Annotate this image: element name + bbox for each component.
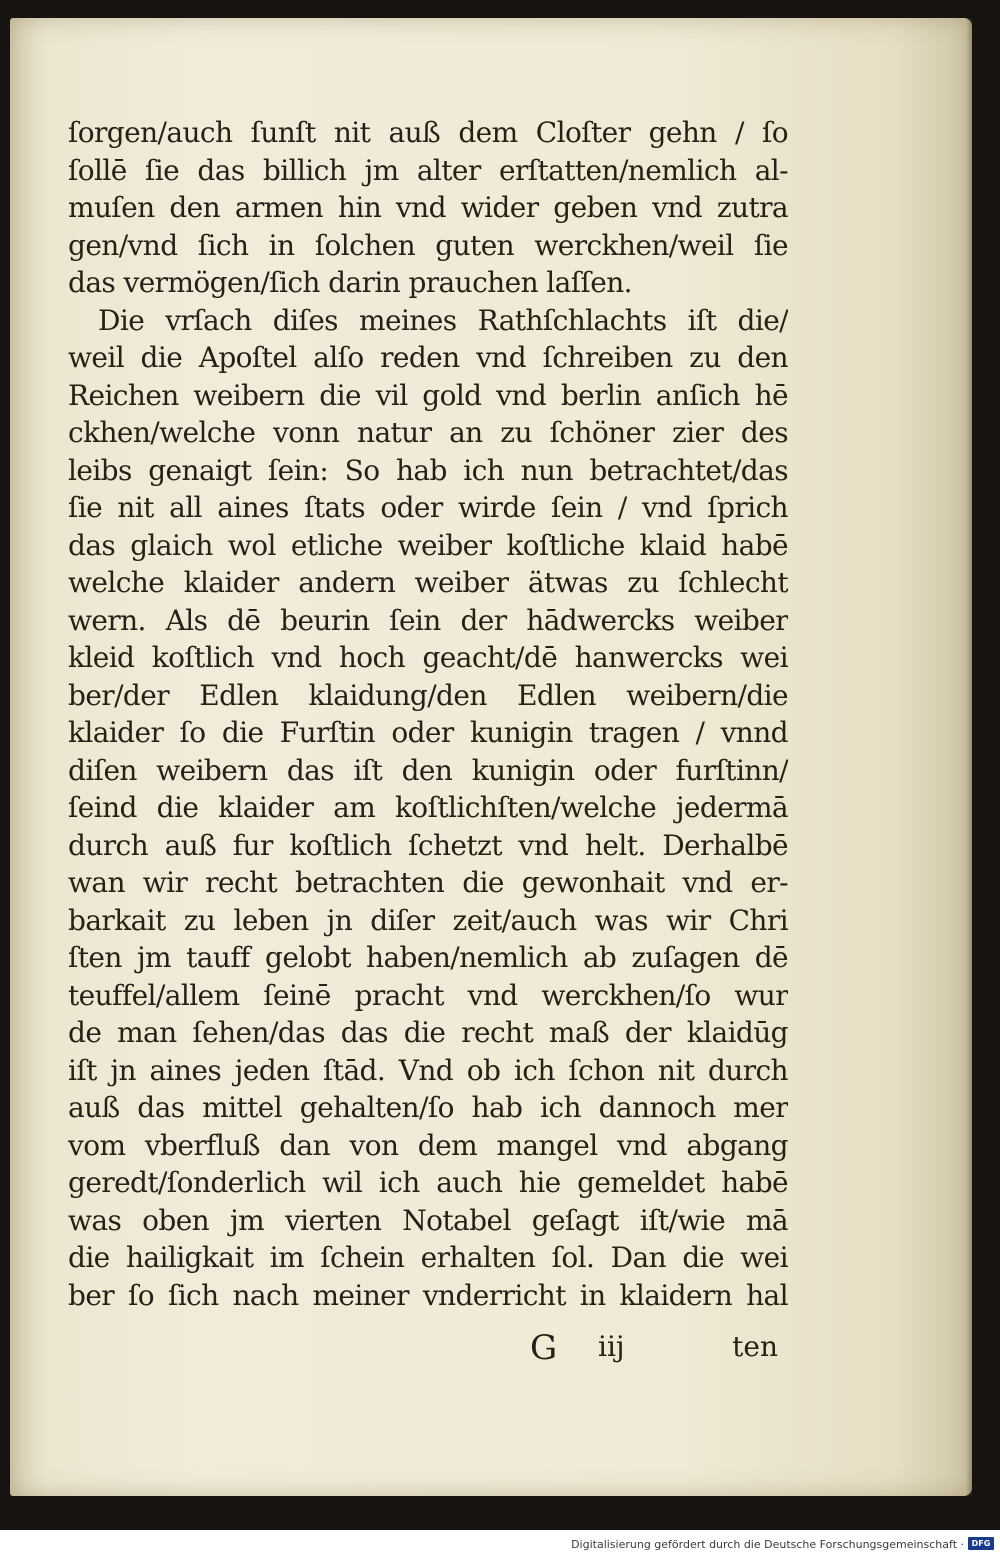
text-line: welche klaider andern weiber ätwas zu ſchlecht [68,566,788,599]
text-line: ber ſo ſich nach meiner vnderricht in klaidern hal [68,1278,788,1312]
text-line: de man ſehen/das das die recht maß der klaidūg [68,1016,788,1049]
signature-number: iij [598,1330,625,1363]
text-line: iſt jn aines jeden ſtād. Vnd ob ich ſchon nit durch [68,1053,788,1087]
catchword: ten [732,1330,778,1363]
book-page [10,18,972,1496]
text-line: was oben jm vierten Notabel geſagt iſt/wie mā [68,1203,788,1237]
text-line: ſten jm tauff gelobt haben/nemlich ab zuſagen dē [68,941,788,974]
page-footer-line [68,1328,788,1368]
text-line: ckhen/welche vonn natur an zu ſchöner zier des [68,416,788,449]
text-line: ſeind die klaider am koſtlichſten/welche jedermā [68,791,788,824]
text-block [68,114,788,1314]
text-line: auß das mittel gehalten/ſo hab ich dannoch mer [68,1091,788,1124]
text-line: diſen weibern das iſt den kunigin oder furſtinn/ [68,753,788,787]
text-line: kleid koſtlich vnd hoch geacht/dē hanwercks wei [68,641,788,674]
page-edge [966,18,972,1496]
text-line: vom vberfluß dan von dem mangel vnd abgang [68,1128,788,1162]
text-line: durch auß fur koſtlich ſchetzt vnd helt. Derhalbē [68,828,788,862]
funding-note: Digitalisierung gefördert durch die Deutsche Forschungsgemeinschaft · [571,1538,964,1551]
text-line: geredt/ſonderlich wil ich auch hie gemeldet habē [68,1166,788,1199]
text-line: muſen den armen hin vnd wider geben vnd zutra [68,191,788,224]
text-line: teuffel/allem ſeinē pracht vnd werckhen/ſo wur [68,978,788,1012]
signature-mark: G [530,1328,558,1368]
dfg-logo-icon: DFG [968,1537,994,1550]
text-line: wern. Als dē beurin ſein der hādwercks weiber [68,603,788,637]
text-line: ber/der Edlen klaidung/den Edlen weibern/die [68,678,788,712]
text-line: die hailigkait im ſchein erhalten ſol. Dan die wei [68,1241,788,1274]
text-line: ſie nit all aines ſtats oder wirde ſein / vnd ſprich [68,491,788,524]
text-line: barkait zu leben jn diſer zeit/auch was wir Chri [68,903,788,937]
text-line: gen/vnd ſich in ſolchen guten werckhen/weil ſie [68,228,788,262]
digitization-footer [0,1530,1000,1558]
text-line: leibs genaigt ſein: So hab ich nun betrachtet/das [68,453,788,487]
text-line: klaider ſo die Furſtin oder kunigin tragen / vnnd [68,716,788,749]
paragraph-first-line: Die vrſach diſes meines Rathſchlachts iſt die/ [98,303,788,337]
text-line: das vermögen/ſich darin prauchen laſſen. [68,266,632,299]
text-line: ſorgen/auch ſunſt nit auß dem Cloſter gehn / ſo [68,116,788,149]
text-line: ſollē ſie das billich jm alter erſtatten/nemlich al- [68,153,788,187]
text-line: wan wir recht betrachten die gewonhait vnd er- [68,866,788,899]
text-line: Reichen weibern die vil gold vnd berlin anſich hē [68,378,788,412]
text-line: weil die Apoſtel alſo reden vnd ſchreiben zu den [68,341,788,374]
text-line: das glaich wol etliche weiber koſtliche klaid habē [68,528,788,562]
